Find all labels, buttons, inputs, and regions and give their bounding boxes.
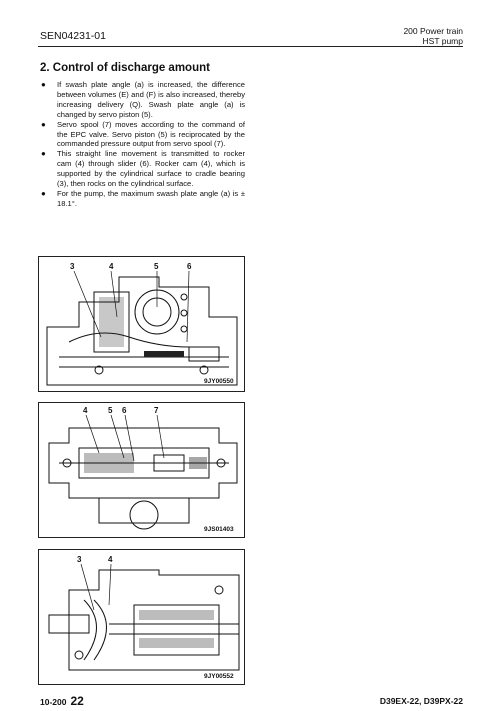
- section-line-2: HST pump: [422, 36, 463, 46]
- pump-drawing-1: [39, 257, 244, 391]
- figure-id: 9JY00552: [204, 673, 234, 680]
- callout-label: 3: [70, 262, 75, 271]
- figure-pump-section-1: [38, 256, 245, 392]
- bullet-text: This straight line movement is transmitted to rocker cam (4) through slider (6). Rocker cam (4), which is supported by the cylindrical surface to cradle bearing (3), then rocks on the cylindrical surface.: [57, 149, 245, 189]
- callout-label: 5: [108, 406, 113, 415]
- figure-id: 9JY00550: [204, 378, 234, 385]
- bullet-icon: ●: [41, 188, 46, 198]
- bullet-item: [40, 189, 245, 209]
- callout-label: 5: [154, 262, 159, 271]
- callout-label: 4: [83, 406, 88, 415]
- bullet-item: [40, 149, 245, 189]
- section-header: [403, 26, 463, 46]
- bullet-text: For the pump, the maximum swash plate angle (a) is ± 18.1°.: [57, 188, 245, 208]
- page-number: 22: [70, 694, 84, 708]
- page-footer-left: [40, 694, 84, 708]
- section-title: 2. Control of discharge amount: [40, 62, 210, 74]
- bullet-list: [40, 80, 245, 209]
- callout-label: 6: [122, 406, 127, 415]
- pump-drawing-2: [39, 403, 244, 537]
- figure-pump-section-3: [38, 549, 245, 685]
- bullet-item: [40, 120, 245, 150]
- bullet-item: [40, 80, 245, 120]
- callout-label: 4: [109, 262, 114, 271]
- pump-drawing-3: [39, 550, 244, 684]
- figure-id: 9JS01403: [204, 526, 234, 533]
- section-line-1: 200 Power train: [403, 26, 463, 36]
- bullet-icon: ●: [41, 80, 46, 89]
- bullet-text: If swash plate angle (a) is increased, the difference between volumes (E) and (F) is also increased, thereby increasing delivery (Q). Swash plate angle (a) is changed by servo piston (5).: [57, 80, 245, 119]
- header-rule: [38, 46, 463, 47]
- callout-label: 6: [187, 262, 192, 271]
- callout-label: 7: [154, 406, 159, 415]
- model-name: D39EX-22, D39PX-22: [379, 696, 463, 706]
- callout-label: 3: [77, 555, 82, 564]
- bullet-icon: ●: [41, 149, 46, 159]
- bullet-icon: ●: [41, 119, 46, 129]
- figure-pump-section-2: [38, 402, 245, 538]
- bullet-text: Servo spool (7) moves according to the command of the EPC valve. Servo piston (5) is reciprocated by the commanded pressure output from servo spool (7).: [57, 119, 245, 149]
- document-code: SEN04231-01: [40, 30, 106, 42]
- callout-label: 4: [108, 555, 113, 564]
- section-number: 10-200: [40, 697, 67, 707]
